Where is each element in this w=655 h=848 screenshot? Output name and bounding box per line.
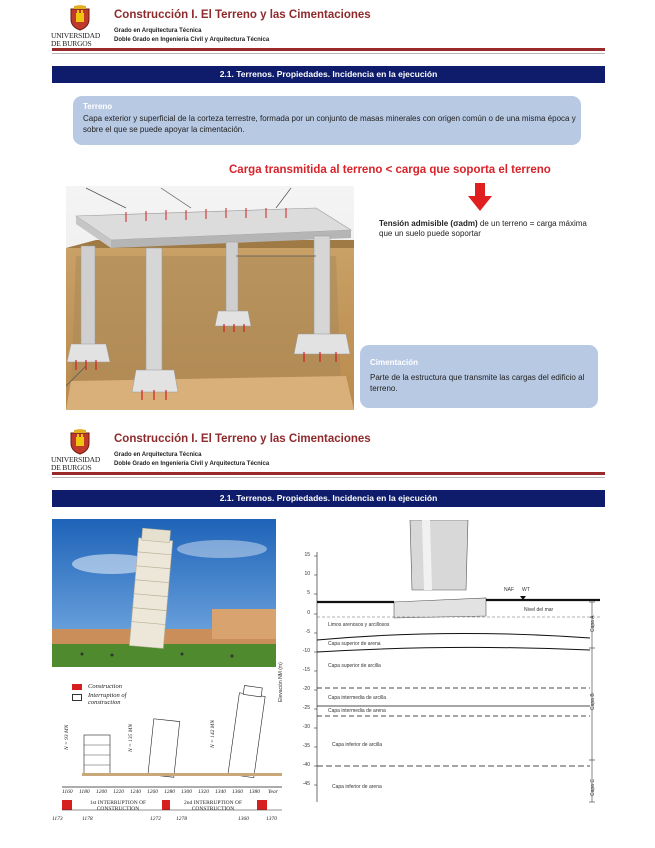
soil-layer-label: Capa inferior de arena <box>332 784 382 790</box>
course-title-2: Construcción I. El Terreno y las Cimentaciones <box>114 433 371 445</box>
y-tick: -10 <box>302 648 310 654</box>
y-tick: -20 <box>302 686 310 692</box>
year-tick: 1360 <box>232 789 243 795</box>
cimentacion-text: Parte de la estructura que transmite las cargas del edificio al terreno. <box>370 373 585 393</box>
wt-marker: WT <box>522 587 530 593</box>
zone-label: Capa B <box>590 693 596 710</box>
section-title-banner-2: 2.1. Terrenos. Propiedades. Incidencia en la ejecución <box>52 490 605 507</box>
terreno-text: Capa exterior y superficial de la corteza terrestre, formada por un conjunto de masas minerales con origen común o de una misma época y sobre el que se puede apoyar la cimentación. <box>83 114 576 134</box>
zone-label: Capa C <box>590 779 596 796</box>
university-name: UNIVERSIDAD DE BURGOS <box>51 31 101 48</box>
degree-line-2: Doble Grado en Ingeniería Civil y Arquitectura Técnica <box>114 37 270 43</box>
terreno-definition-box <box>73 96 581 145</box>
header-divider <box>52 48 605 51</box>
soil-layer-label: Capa intermedia de arena <box>328 708 386 714</box>
year-tick: 1180 <box>79 789 90 795</box>
zone-label: Capa A <box>590 615 596 632</box>
y-tick: -35 <box>302 743 310 749</box>
load-label-3: N = 142 MN <box>210 719 216 748</box>
foundation-illustration <box>66 186 354 410</box>
degree-line-1: Grado en Arquitectura Técnica <box>114 28 202 34</box>
legend-interruption: Interruption of construction <box>88 692 127 706</box>
naf-marker: NAF <box>504 587 514 593</box>
tension-admisible-text <box>379 219 589 239</box>
tension-term: Tensión admisible (σadm) <box>379 219 478 228</box>
year-label: Year <box>268 789 278 795</box>
degree-line-2-2: Doble Grado en Ingeniería Civil y Arquitectura Técnica <box>114 461 270 467</box>
cimentacion-heading: Cimentación <box>370 358 419 367</box>
year-axis <box>62 789 282 797</box>
interruption-1: 1st INTERRUPTION OF CONSTRUCTION <box>89 800 147 812</box>
soil-layer-label: Capa superior de arcilla <box>328 663 381 669</box>
date-label: 1178 <box>82 816 93 822</box>
y-tick: 15 <box>304 552 310 558</box>
year-tick: 1220 <box>113 789 124 795</box>
terreno-heading: Terreno <box>83 102 113 111</box>
course-title: Construcción I. El Terreno y las Cimentaciones <box>114 9 371 21</box>
soil-layer-label: Capa intermedia de arcilla <box>328 695 387 701</box>
year-tick: 1300 <box>181 789 192 795</box>
year-tick: 1240 <box>130 789 141 795</box>
university-name-2: UNIVERSIDAD DE BURGOS <box>51 455 101 472</box>
legend-construction: Construction <box>88 683 122 690</box>
soil-layer-label: Capa inferior de arcilla <box>332 742 383 748</box>
year-tick: 1320 <box>198 789 209 795</box>
section-title-banner: 2.1. Terrenos. Propiedades. Incidencia en la ejecución <box>52 66 605 83</box>
soil-layer-label: Capa superior de arena <box>328 641 381 647</box>
date-label: 1360 <box>238 816 249 822</box>
down-arrow-icon <box>468 183 492 211</box>
y-tick: 0 <box>307 610 310 616</box>
y-tick: -30 <box>302 724 310 730</box>
y-tick: -25 <box>302 705 310 711</box>
y-axis-label: Elevación NM (m) <box>278 662 284 702</box>
tension-definition: de un terreno = carga máxima que un suelo puede soportar <box>379 219 587 238</box>
sea-level-label: Nivel del mar <box>524 607 554 613</box>
degree-line-1-2: Grado en Arquitectura Técnica <box>114 452 202 458</box>
pisa-construction-diagram <box>52 680 292 830</box>
header-divider-thin <box>52 53 605 54</box>
header-divider-2 <box>52 472 605 475</box>
date-label: 1173 <box>52 816 63 822</box>
year-tick: 1200 <box>96 789 107 795</box>
y-tick: -5 <box>305 629 310 635</box>
y-tick: -40 <box>302 762 310 768</box>
load-label-1: N = 93 MN <box>64 724 70 750</box>
load-label-2: N = 135 MN <box>128 723 134 752</box>
date-label: 1278 <box>176 816 187 822</box>
y-tick: 10 <box>304 571 310 577</box>
y-tick: -45 <box>302 781 310 787</box>
soil-layer-label: Limos arenosos y arcillosos <box>328 622 390 628</box>
year-tick: 1260 <box>147 789 158 795</box>
cimentacion-definition-box <box>360 345 598 408</box>
date-label: 1272 <box>150 816 161 822</box>
year-tick: 1280 <box>164 789 175 795</box>
date-label: 1370 <box>266 816 277 822</box>
carga-statement: Carga transmitida al terreno < carga que soporta el terreno <box>229 164 551 176</box>
year-tick: 1380 <box>249 789 260 795</box>
year-tick: 1160 <box>62 789 73 795</box>
y-tick: -15 <box>302 667 310 673</box>
pisa-tower-photo <box>52 519 276 667</box>
soil-profile-diagram <box>278 520 608 812</box>
year-tick: 1340 <box>215 789 226 795</box>
y-tick: 5 <box>307 590 310 596</box>
interruption-2: 2nd INTERRUPTION OF CONSTRUCTION <box>183 800 243 812</box>
university-crest-icon-2 <box>69 429 91 455</box>
university-crest-icon <box>69 5 91 31</box>
header-divider-thin-2 <box>52 477 605 478</box>
